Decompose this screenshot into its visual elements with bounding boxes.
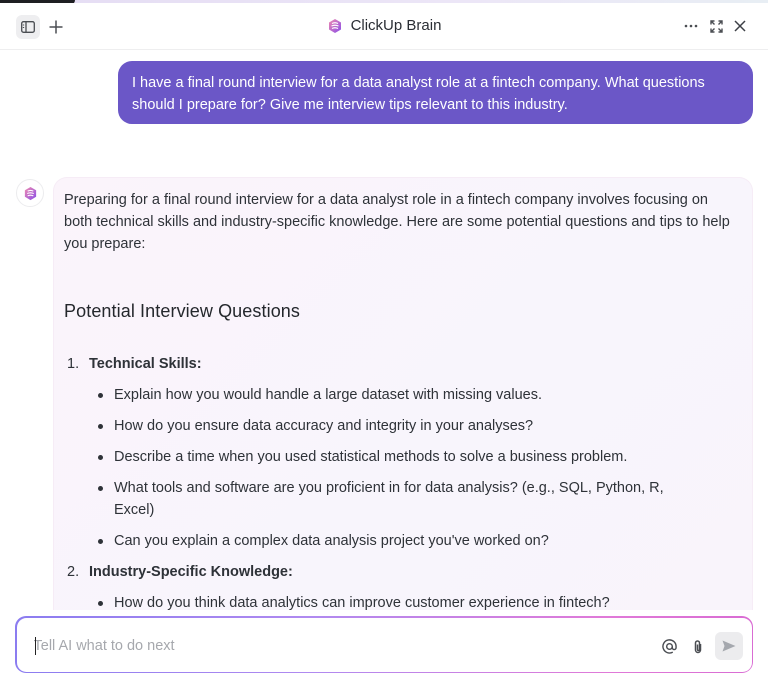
title-text: ClickUp Brain	[350, 17, 442, 34]
questions-list	[64, 353, 742, 610]
composer	[15, 616, 753, 673]
mention-button[interactable]	[659, 636, 681, 658]
category-title: Technical Skills:	[89, 356, 202, 372]
window-title	[0, 17, 768, 34]
more-options-button[interactable]	[680, 15, 702, 37]
attach-button[interactable]	[687, 636, 709, 658]
list-item: How do you think data analytics can improve customer experience in fintech?	[89, 592, 742, 610]
clickup-brain-window	[0, 3, 768, 690]
list-item: Can you explain a complex data analysis project you've worked on?	[89, 530, 742, 552]
ai-intro-text: Preparing for a final round interview for a data analyst role in a fintech company involves focusing on both technical skills and industry-specific knowledge. Here are some potential questions and tips to help you prepare:	[64, 192, 730, 252]
clickup-brain-logo-icon	[327, 18, 343, 34]
ai-response	[53, 177, 753, 610]
ellipsis-icon	[684, 24, 698, 28]
question-category	[64, 561, 742, 610]
category-number: 2.	[67, 564, 80, 580]
expand-button[interactable]	[705, 15, 727, 37]
expand-icon	[710, 20, 723, 33]
text-caret	[35, 637, 37, 655]
chat-input[interactable]	[34, 635, 634, 657]
list-item: Describe a time when you used statistical methods to solve a business problem.	[89, 446, 742, 468]
close-icon	[734, 20, 746, 32]
composer-inner	[17, 618, 752, 672]
section-heading: Potential Interview Questions	[64, 301, 301, 321]
category-number: 1.	[67, 356, 80, 372]
list-item: Explain how you would handle a large dataset with missing values.	[89, 384, 742, 406]
user-message: I have a final round interview for a data analyst role at a fintech company. What questions should I prepare for? Give me interview tips relevant to this industry.	[118, 61, 753, 124]
ai-avatar	[16, 179, 44, 207]
list-item: How do you ensure data accuracy and integrity in your analyses?	[89, 415, 742, 437]
at-sign-icon	[662, 639, 677, 654]
question-sublist	[89, 592, 742, 610]
list-item: What tools and software are you proficient in for data analysis? (e.g., SQL, Python, R, Excel)	[89, 477, 679, 521]
question-sublist	[89, 384, 742, 552]
clickup-brain-logo-icon	[23, 186, 38, 201]
category-title: Industry-Specific Knowledge:	[89, 564, 293, 580]
send-button[interactable]	[715, 632, 743, 660]
header	[0, 3, 768, 50]
paperclip-icon	[692, 639, 704, 655]
question-category	[64, 353, 742, 552]
close-button[interactable]	[729, 15, 751, 37]
send-icon	[722, 640, 736, 652]
